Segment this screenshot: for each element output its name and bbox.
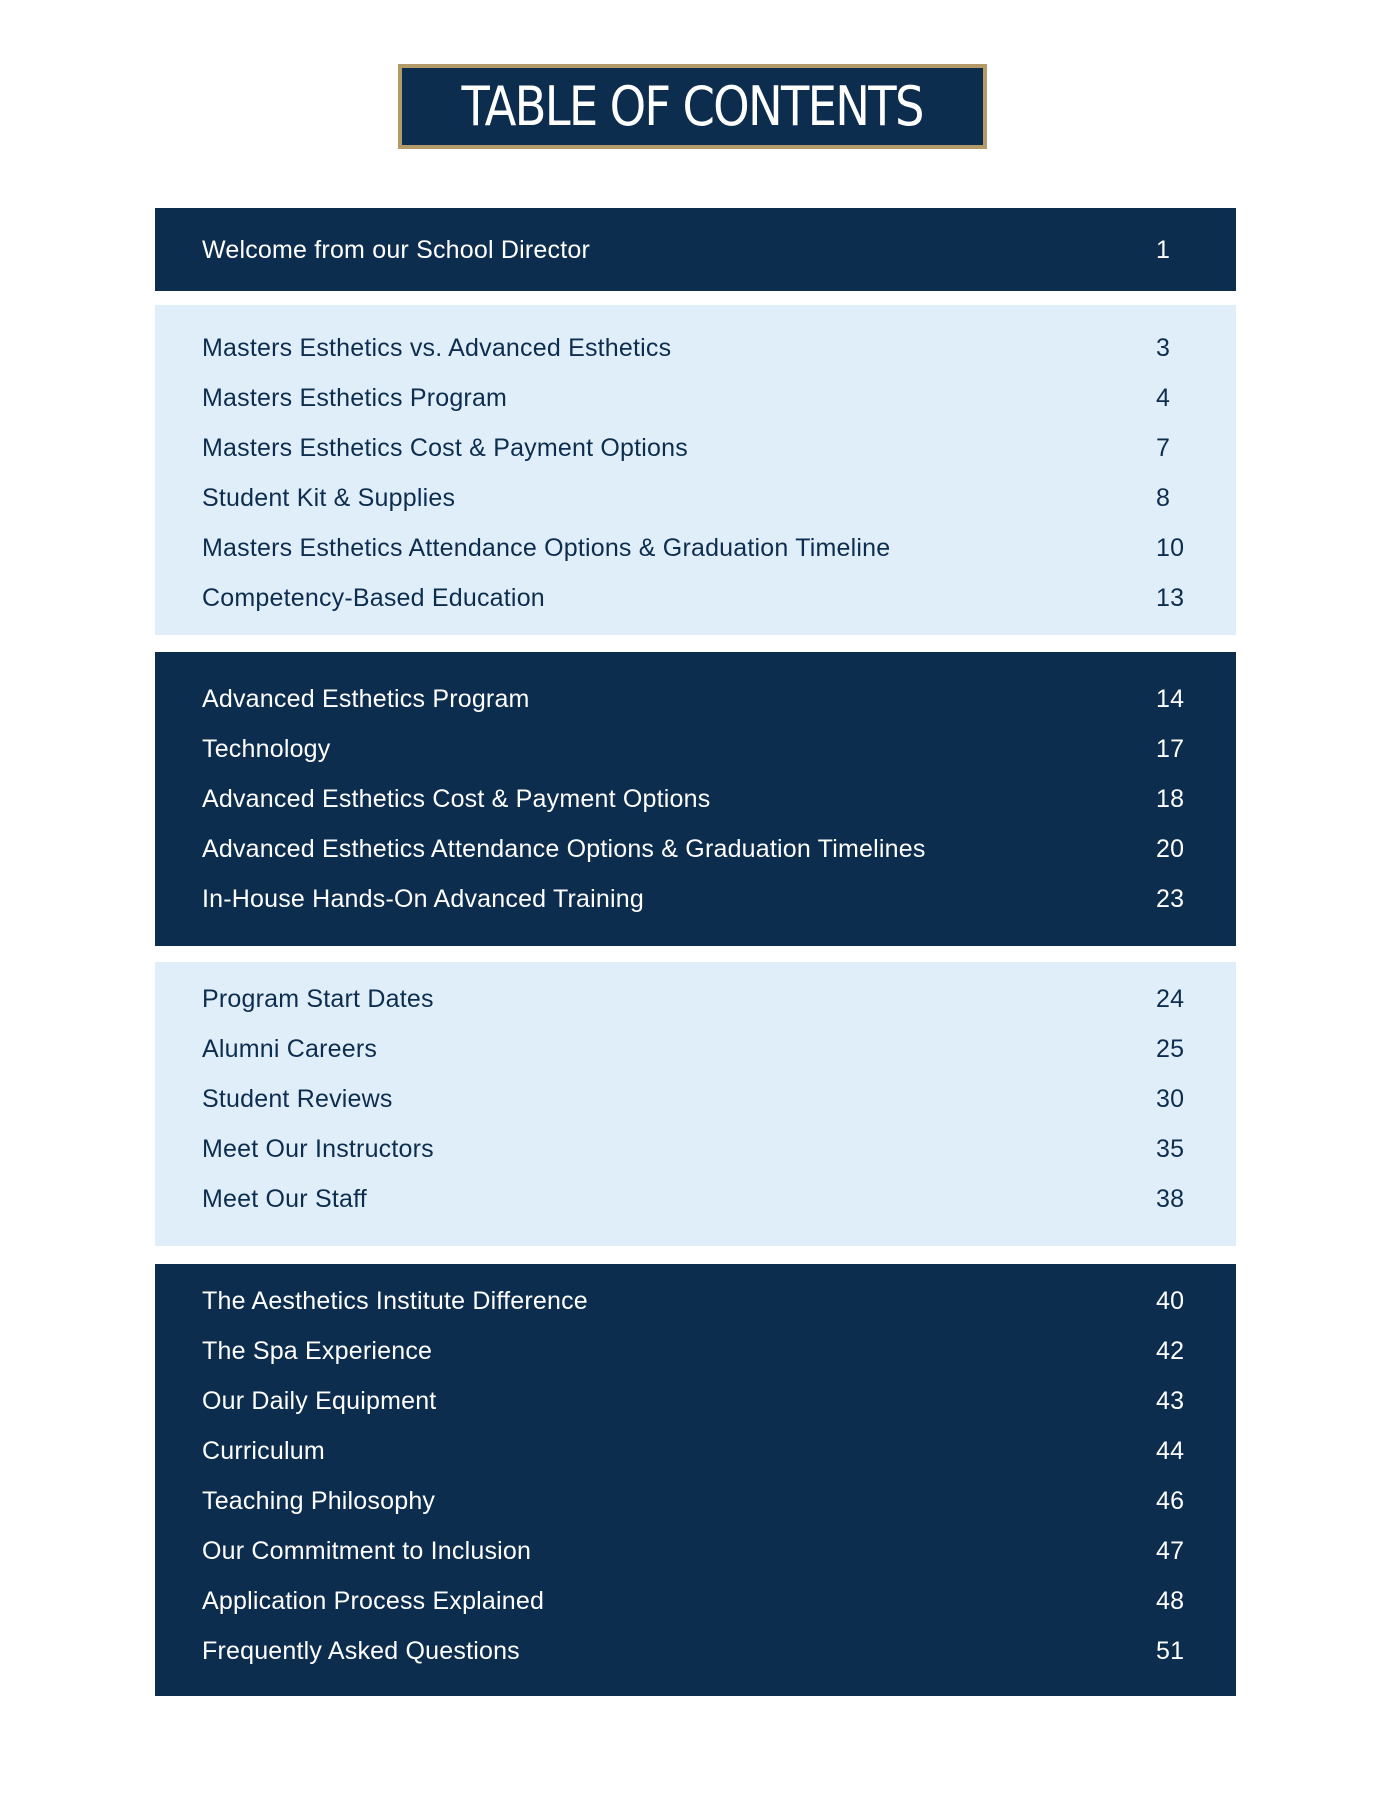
toc-section-institute bbox=[155, 1264, 1236, 1696]
toc-entry-title: Advanced Esthetics Attendance Options & Graduation Timelines bbox=[202, 834, 926, 863]
toc-entry[interactable] bbox=[202, 573, 1236, 623]
toc-entry[interactable] bbox=[202, 473, 1236, 523]
toc-entry-page: 23 bbox=[1156, 884, 1185, 913]
toc-entry-page: 20 bbox=[1156, 834, 1185, 863]
toc-entry[interactable] bbox=[202, 423, 1236, 473]
toc-entry-title: The Aesthetics Institute Difference bbox=[202, 1286, 588, 1315]
toc-entry-page: 35 bbox=[1156, 1134, 1185, 1163]
toc-entry-page: 24 bbox=[1156, 984, 1185, 1013]
toc-entry-page: 48 bbox=[1156, 1586, 1185, 1615]
toc-entry[interactable] bbox=[202, 373, 1236, 423]
toc-entry-page: 7 bbox=[1156, 433, 1171, 462]
toc-entry-title: Our Commitment to Inclusion bbox=[202, 1536, 532, 1565]
toc-entry-title: Curriculum bbox=[202, 1436, 325, 1465]
toc-entry-page: 14 bbox=[1156, 684, 1185, 713]
toc-entry-title: Frequently Asked Questions bbox=[202, 1636, 520, 1665]
toc-entry-title: Program Start Dates bbox=[202, 984, 434, 1013]
toc-entry-page: 17 bbox=[1156, 734, 1185, 763]
toc-entry[interactable] bbox=[202, 1376, 1236, 1426]
toc-entry-title: Teaching Philosophy bbox=[202, 1486, 436, 1515]
toc-entry-page: 44 bbox=[1156, 1436, 1185, 1465]
toc-entry-page: 47 bbox=[1156, 1536, 1185, 1565]
toc-entry-page: 46 bbox=[1156, 1486, 1185, 1515]
toc-entry-title: Student Reviews bbox=[202, 1084, 393, 1113]
toc-entry-title: The Spa Experience bbox=[202, 1336, 433, 1365]
toc-entry[interactable] bbox=[202, 323, 1236, 373]
toc-entry[interactable] bbox=[202, 1526, 1236, 1576]
toc-entry[interactable] bbox=[202, 1124, 1236, 1174]
toc-entry-page: 4 bbox=[1156, 383, 1171, 412]
toc-entry-title: Meet Our Staff bbox=[202, 1184, 367, 1213]
toc-entry-title: Alumni Careers bbox=[202, 1034, 378, 1063]
toc-entry[interactable] bbox=[202, 674, 1236, 724]
toc-section-director bbox=[155, 208, 1236, 291]
toc-entry-title: Application Process Explained bbox=[202, 1586, 545, 1615]
toc-entry[interactable] bbox=[202, 974, 1236, 1024]
toc-entry[interactable] bbox=[202, 724, 1236, 774]
toc-entry-page: 8 bbox=[1156, 483, 1171, 512]
toc-entry-page: 40 bbox=[1156, 1286, 1185, 1315]
toc-entry-page: 51 bbox=[1156, 1636, 1185, 1665]
toc-entry-title: Student Kit & Supplies bbox=[202, 483, 456, 512]
toc-entry-title: Masters Esthetics Attendance Options & Graduation Timeline bbox=[202, 533, 891, 562]
toc-entry[interactable] bbox=[202, 824, 1236, 874]
toc-entry-title: Masters Esthetics Cost & Payment Options bbox=[202, 433, 688, 462]
toc-entry[interactable] bbox=[202, 1426, 1236, 1476]
toc-entry[interactable] bbox=[202, 225, 1236, 275]
toc-title-box bbox=[398, 64, 987, 149]
toc-section-students bbox=[155, 962, 1236, 1246]
toc-section-masters bbox=[155, 305, 1236, 635]
toc-entry-page: 18 bbox=[1156, 784, 1185, 813]
toc-entry-title: Competency-Based Education bbox=[202, 583, 545, 612]
toc-entry-page: 25 bbox=[1156, 1034, 1185, 1063]
toc-entry-page: 1 bbox=[1156, 235, 1171, 264]
toc-entry-page: 43 bbox=[1156, 1386, 1185, 1415]
toc-entry-title: Our Daily Equipment bbox=[202, 1386, 437, 1415]
toc-entry-title: Meet Our Instructors bbox=[202, 1134, 434, 1163]
toc-entry-page: 30 bbox=[1156, 1084, 1185, 1113]
toc-entry-title: Advanced Esthetics Program bbox=[202, 684, 530, 713]
toc-entry[interactable] bbox=[202, 1576, 1236, 1626]
toc-entry-page: 10 bbox=[1156, 533, 1185, 562]
toc-entry-title: In-House Hands-On Advanced Training bbox=[202, 884, 644, 913]
toc-entry-title: Masters Esthetics vs. Advanced Esthetics bbox=[202, 333, 672, 362]
toc-entry-title: Masters Esthetics Program bbox=[202, 383, 508, 412]
toc-entry-title: Technology bbox=[202, 734, 331, 763]
toc-entry[interactable] bbox=[202, 774, 1236, 824]
toc-entry[interactable] bbox=[202, 1174, 1236, 1224]
toc-entry-title: Welcome from our School Director bbox=[202, 235, 591, 264]
toc-entry[interactable] bbox=[202, 1074, 1236, 1124]
toc-entry[interactable] bbox=[202, 1024, 1236, 1074]
toc-entry[interactable] bbox=[202, 1276, 1236, 1326]
toc-entry-page: 3 bbox=[1156, 333, 1171, 362]
toc-entry-title: Advanced Esthetics Cost & Payment Options bbox=[202, 784, 711, 813]
toc-entry[interactable] bbox=[202, 1476, 1236, 1526]
toc-section-advanced bbox=[155, 652, 1236, 946]
toc-entry[interactable] bbox=[202, 874, 1236, 924]
toc-entry[interactable] bbox=[202, 1326, 1236, 1376]
toc-entry-page: 13 bbox=[1156, 583, 1185, 612]
toc-entry[interactable] bbox=[202, 523, 1236, 573]
toc-entry[interactable] bbox=[202, 1626, 1236, 1676]
toc-entry-page: 38 bbox=[1156, 1184, 1185, 1213]
toc-entry-page: 42 bbox=[1156, 1336, 1185, 1365]
page-title: TABLE OF CONTENTS bbox=[461, 75, 924, 138]
